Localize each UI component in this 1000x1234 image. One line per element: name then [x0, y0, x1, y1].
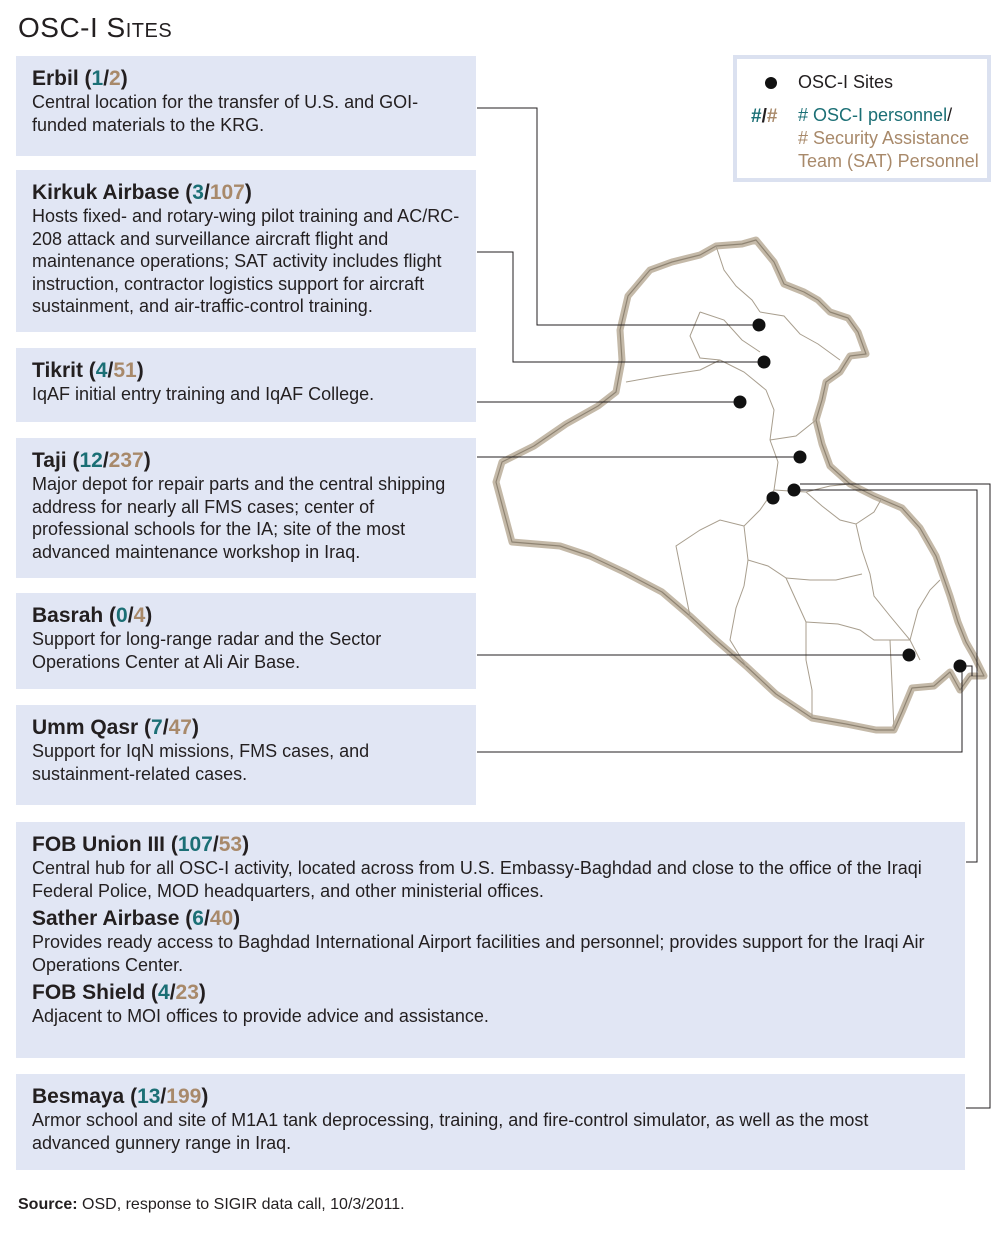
legend-sat-label-2: Team (SAT) Personnel	[798, 151, 979, 171]
site-title: Umm Qasr (7/47)	[32, 716, 199, 739]
dot-baghdad	[788, 484, 801, 497]
site-description: Central hub for all OSC-I activity, located across from U.S. Embassy-Baghdad and close to the office of the Iraqi Federal Police, MOD headquarters, and other ministerial offices.	[32, 858, 922, 901]
page-title: OSC-I Sites	[18, 12, 173, 43]
site-description: Central location for the transfer of U.S. and GOI-funded materials to the KRG.	[32, 92, 419, 135]
site-description: Support for IqN missions, FMS cases, and sustainment-related cases.	[32, 741, 370, 784]
legend-text: # OSC-I personnel/ # Security Assistance Team (SAT) Personnel	[798, 105, 979, 171]
site-box-baghdad-group	[16, 822, 965, 1058]
site-title: Erbil (1/2)	[32, 67, 128, 90]
site-description: Hosts fixed- and rotary-wing pilot training and AC/RC-208 attack and surveillance aircraft flight and maintenance operations; SAT activity includes flight instruction, contractor logistics support for aircraft sustainment, and air-traffic-control training.	[32, 206, 460, 316]
site-box-basrah	[16, 593, 476, 689]
site-title-fob-shield: FOB Shield (4/23)	[32, 981, 206, 1004]
source-note: Source: OSD, response to SIGIR data call, 10/3/2011.	[18, 1196, 405, 1213]
site-box-erbil	[16, 56, 476, 156]
map-legend	[733, 55, 991, 182]
dot-umm-qasr	[954, 660, 967, 673]
site-description: Adjacent to MOI offices to provide advice and assistance.	[32, 1006, 489, 1026]
site-title: Basrah (0/4)	[32, 604, 153, 627]
site-title-sather-airbase: Sather Airbase (6/40)	[32, 907, 241, 930]
site-description: Support for long-range radar and the Sector Operations Center at Ali Air Base.	[32, 629, 382, 672]
dot-kirkuk	[758, 356, 771, 369]
dot-basrah	[903, 649, 916, 662]
legend-sites-label: OSC-I Sites	[798, 72, 894, 92]
site-box-kirkuk-airbase	[16, 170, 476, 332]
site-box-taji	[16, 438, 476, 578]
legend-osci-label: # OSC-I personnel	[798, 105, 948, 125]
dot-tikrit	[734, 396, 747, 409]
site-box-umm-qasr	[16, 705, 476, 805]
legend-dot-icon	[765, 77, 777, 89]
site-description: Major depot for repair parts and the central shipping address for nearly all FMS cases; center of professional schools for the IA; site of the most advanced maintenance workshop in Iraq.	[32, 474, 446, 562]
site-box-besmaya	[16, 1074, 965, 1170]
site-title: Kirkuk Airbase (3/107)	[32, 181, 252, 204]
dot-sather	[767, 492, 780, 505]
site-description: Provides ready access to Baghdad International Airport facilities and personnel; provides support for the Iraqi Air Operations Center.	[32, 932, 925, 975]
site-title: Tikrit (4/51)	[32, 359, 144, 382]
site-title-fob-union-iii: FOB Union III (107/53)	[32, 833, 250, 856]
site-title: Taji (12/237)	[32, 449, 151, 472]
site-box-tikrit	[16, 348, 476, 422]
site-title: Besmaya (13/199)	[32, 1085, 209, 1108]
legend-hash-symbols: #/#	[751, 106, 778, 127]
site-description: Armor school and site of M1A1 tank deprocessing, training, and fire-control simulator, as well as the most advanced gunnery range in Iraq.	[32, 1110, 869, 1153]
dot-erbil	[753, 319, 766, 332]
legend-sat-label-1: # Security Assistance	[798, 128, 970, 148]
dot-taji	[794, 451, 807, 464]
site-description: IqAF initial entry training and IqAF College.	[32, 384, 375, 404]
